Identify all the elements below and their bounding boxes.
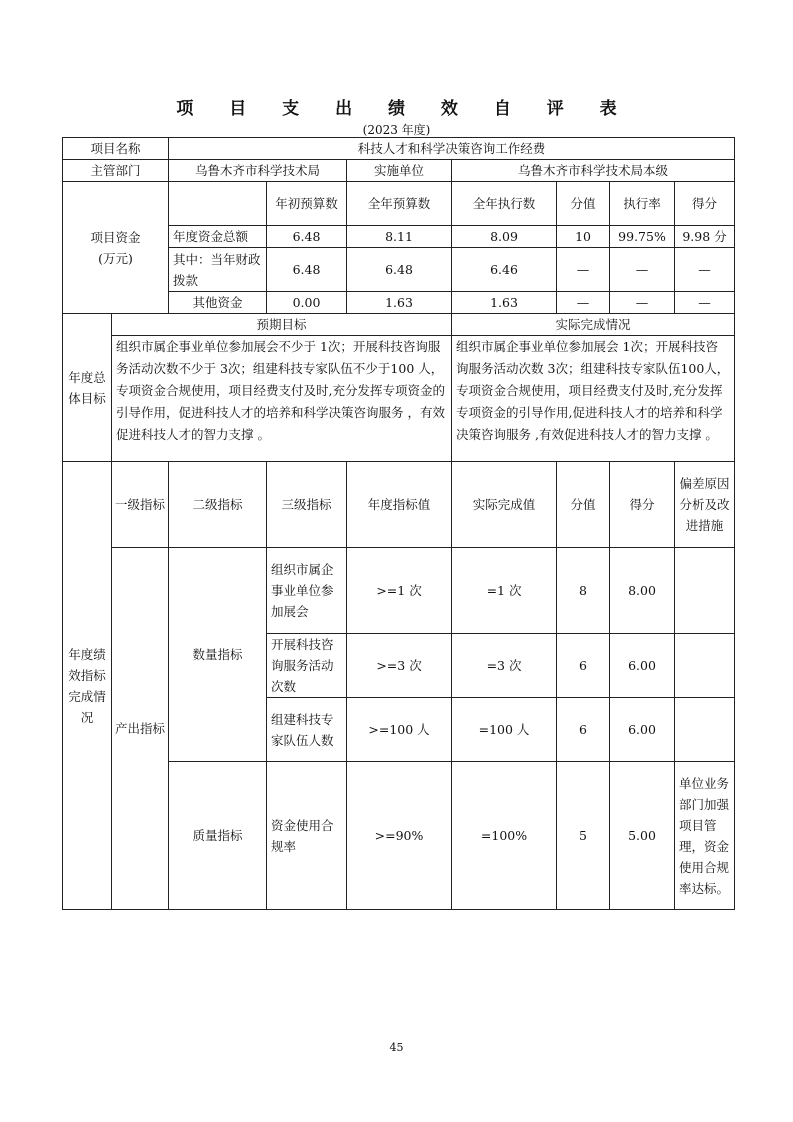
indicator-name: 组织市属企事业单位参加展会 bbox=[267, 548, 347, 634]
indicator-score: 5.00 bbox=[610, 762, 675, 910]
funds-unit: (万元) bbox=[98, 250, 133, 266]
funds-row-annual: 8.11 bbox=[347, 226, 452, 248]
indicator-quantity-label: 数量指标 bbox=[169, 548, 267, 762]
form-year: (2023 年度) bbox=[362, 123, 431, 137]
funds-label: 项目资金 bbox=[90, 229, 141, 245]
indicator-name: 资金使用合规率 bbox=[267, 762, 347, 910]
funds-header-executed: 全年执行数 bbox=[452, 182, 557, 226]
funds-row-rate: — bbox=[610, 248, 675, 292]
funds-header-score-value: 分值 bbox=[557, 182, 610, 226]
indicator-target: >=1 次 bbox=[347, 548, 452, 634]
funds-row-rate: 99.75% bbox=[610, 226, 675, 248]
project-name-label: 项目名称 bbox=[63, 138, 169, 160]
page-number: 45 bbox=[389, 1041, 404, 1054]
funds-header-score: 得分 bbox=[675, 182, 735, 226]
indicator-actual: =100% bbox=[452, 762, 557, 910]
indicator-note: 单位业务部门加强项目管理，资金使用合规率达标。 bbox=[675, 762, 735, 910]
funds-header-rate: 执行率 bbox=[610, 182, 675, 226]
funds-row-label: 年度资金总额 bbox=[169, 226, 267, 248]
funds-row-score-value: — bbox=[557, 292, 610, 314]
indicator-actual: =100 人 bbox=[452, 698, 557, 762]
indicator-header-level2: 二级指标 bbox=[169, 462, 267, 548]
indicator-header-score: 得分 bbox=[610, 462, 675, 548]
funds-row-score: — bbox=[675, 292, 735, 314]
indicator-actual: =1 次 bbox=[452, 548, 557, 634]
indicator-header-level3: 三级指标 bbox=[267, 462, 347, 548]
indicator-target: >=90% bbox=[347, 762, 452, 910]
indicator-header-level1: 一级指标 bbox=[112, 462, 169, 548]
goals-label: 年度总体目标 bbox=[63, 314, 112, 462]
impl-value: 乌鲁木齐市科学技术局本级 bbox=[452, 160, 735, 182]
funds-header-initial: 年初预算数 bbox=[267, 182, 347, 226]
indicator-note bbox=[675, 634, 735, 698]
funds-row-initial: 6.48 bbox=[267, 226, 347, 248]
funds-label-cell bbox=[63, 182, 169, 314]
funds-row-score-value: 10 bbox=[557, 226, 610, 248]
impl-label: 实施单位 bbox=[347, 160, 452, 182]
project-name-value: 科技人才和科学决策咨询工作经费 bbox=[169, 138, 735, 160]
indicator-score: 8.00 bbox=[610, 548, 675, 634]
goals-actual-text: 组织市属企事业单位参加展会 1次；开展科技咨询服务活动次数 3次；组建科技专家队伍100人，专项资金合规使用，项目经费支付及时,充分发挥专项资金的引导作用,促进科技人才的培养和科学决策咨询服务 ,有效促进科技人才的智力支撑 。 bbox=[452, 336, 735, 462]
indicator-score-value: 5 bbox=[557, 762, 610, 910]
funds-row-initial: 6.48 bbox=[267, 248, 347, 292]
funds-row-annual: 1.63 bbox=[347, 292, 452, 314]
goals-expected-text: 组织市属企事业单位参加展会不少于 1次；开展科技咨询服务活动次数不少于 3次；组建科技专家队伍不少于100 人，专项资金合规使用，项目经费支付及时,充分发挥专项资金的引导作用，促进科技人才的培养和科学决策咨询服务 ，有效促进科技人才的智力支撑 。 bbox=[112, 336, 452, 462]
dept-label: 主管部门 bbox=[63, 160, 169, 182]
indicator-actual: =3 次 bbox=[452, 634, 557, 698]
funds-row-score: 9.98 分 bbox=[675, 226, 735, 248]
indicator-score-value: 6 bbox=[557, 698, 610, 762]
indicator-name: 组建科技专家队伍人数 bbox=[267, 698, 347, 762]
dept-value: 乌鲁木齐市科学技术局 bbox=[169, 160, 347, 182]
indicator-note bbox=[675, 548, 735, 634]
indicators-section-label: 年度绩效指标完成情况 bbox=[63, 462, 112, 910]
funds-row-score: — bbox=[675, 248, 735, 292]
funds-row-label: 其中：当年财政拨款 bbox=[169, 248, 267, 292]
funds-row-executed: 1.63 bbox=[452, 292, 557, 314]
funds-row-score-value: — bbox=[557, 248, 610, 292]
indicator-score: 6.00 bbox=[610, 698, 675, 762]
goals-expected-header: 预期目标 bbox=[112, 314, 452, 336]
funds-row-initial: 0.00 bbox=[267, 292, 347, 314]
indicator-header-note: 偏差原因分析及改进措施 bbox=[675, 462, 735, 548]
self-evaluation-table bbox=[62, 137, 735, 910]
funds-row-executed: 6.46 bbox=[452, 248, 557, 292]
indicator-score-value: 8 bbox=[557, 548, 610, 634]
form-title: 项 目 支 出 绩 效 自 评 表 bbox=[176, 99, 632, 119]
funds-row-label: 其他资金 bbox=[169, 292, 267, 314]
funds-row-annual: 6.48 bbox=[347, 248, 452, 292]
funds-row-rate: — bbox=[610, 292, 675, 314]
indicator-note bbox=[675, 698, 735, 762]
indicator-header-actual: 实际完成值 bbox=[452, 462, 557, 548]
indicator-quality-label: 质量指标 bbox=[169, 762, 267, 910]
indicator-level1: 产出指标 bbox=[112, 548, 169, 910]
indicator-target: >=100 人 bbox=[347, 698, 452, 762]
funds-header-annual: 全年预算数 bbox=[347, 182, 452, 226]
indicator-header-target: 年度指标值 bbox=[347, 462, 452, 548]
funds-row-executed: 8.09 bbox=[452, 226, 557, 248]
indicator-score-value: 6 bbox=[557, 634, 610, 698]
indicator-target: >=3 次 bbox=[347, 634, 452, 698]
indicator-score: 6.00 bbox=[610, 634, 675, 698]
funds-header-blank bbox=[169, 182, 267, 226]
goals-actual-header: 实际完成情况 bbox=[452, 314, 735, 336]
indicator-header-score-value: 分值 bbox=[557, 462, 610, 548]
indicator-name: 开展科技咨询服务活动次数 bbox=[267, 634, 347, 698]
